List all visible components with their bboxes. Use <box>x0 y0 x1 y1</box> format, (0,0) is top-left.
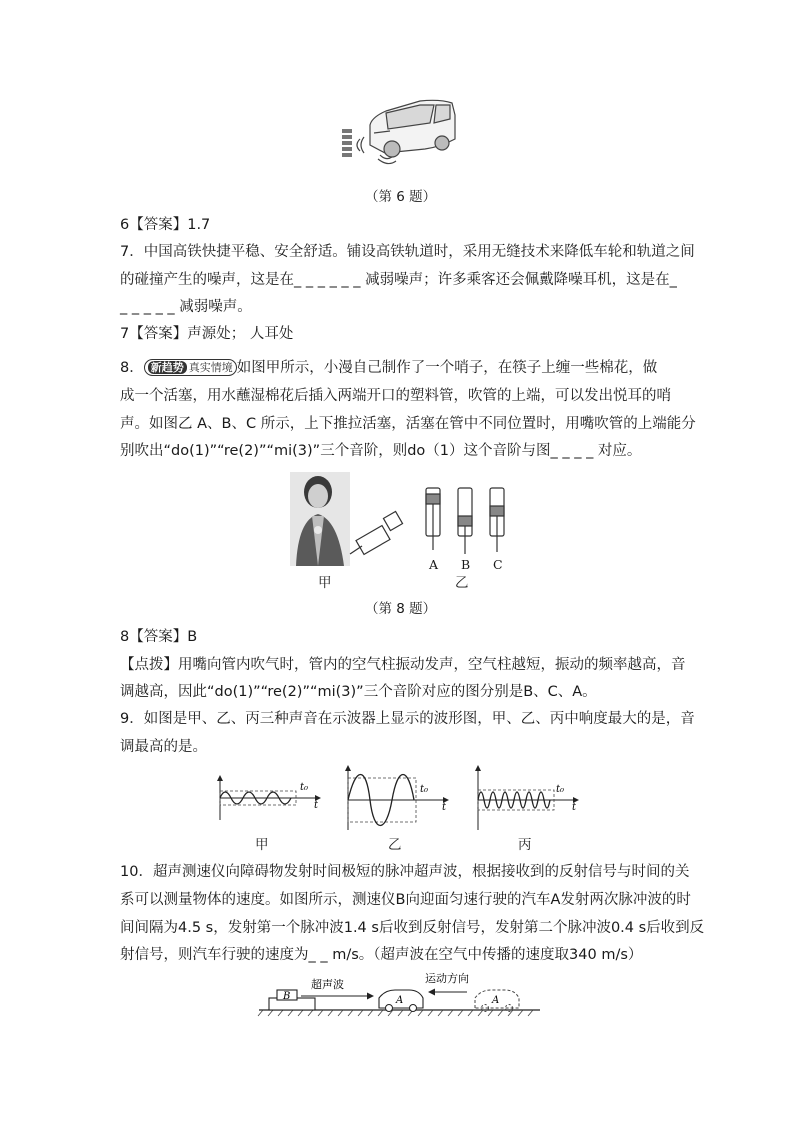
q6-caption: （第 6 题） <box>365 189 437 205</box>
label-b: B <box>283 991 291 1002</box>
q10-line-4: 射信号，则汽车行驶的速度为_ _ m/s。（超声波在空气中传播的速度取340 m/s） <box>120 947 643 963</box>
badge-right-text: 真实情境 <box>188 361 233 374</box>
q8-line-3: 声。如图乙 A、B、C 所示，上下推拉活塞，活塞在管中不同位置时，用嘴吹管的上端能分 <box>120 416 696 432</box>
q10-line-2: 系可以测量物体的速度。如图所示，测速仪B向迎面匀速行驶的汽车A发射两次脉冲波的时 <box>120 892 691 908</box>
q9-line-1: 9．如图是甲、乙、丙三种声音在示波器上显示的波形图，甲、乙、丙中响度最大的是，音 <box>120 711 695 727</box>
t-label-yi: t <box>442 802 447 813</box>
t0-label-bing: t₀ <box>556 784 565 795</box>
waveform-bing <box>470 762 582 832</box>
q7-line-3: _ _ _ _ _ 减弱噪声。 <box>120 299 252 315</box>
q9-label-jia: 甲 <box>255 837 269 853</box>
q8-line-2: 成一个活塞，用水蘸湿棉花后插入两端开口的塑料管，吹管的上端，可以发出悦耳的哨 <box>120 388 671 404</box>
label-ultrasonic: 超声波 <box>311 978 344 991</box>
girl-whistle-figure <box>288 470 408 570</box>
q8-answer: 8【答案】B <box>120 629 198 645</box>
q6-answer: 6【答案】1.7 <box>120 217 211 233</box>
q7-line-1: 7．中国高铁快捷平稳、安全舒适。铺设高铁轨道时，采用无缝技术来降低车轮和轨道之间 <box>120 244 695 260</box>
tubes-figure <box>420 484 520 554</box>
car-parking-figure <box>330 95 460 167</box>
q9-label-bing: 丙 <box>518 837 532 853</box>
tube-label-a: A <box>429 557 439 572</box>
speed-detector-figure <box>255 968 545 1018</box>
q8-line-1 <box>120 358 657 378</box>
label-direction: 运动方向 <box>425 972 469 985</box>
q10-line-1: 10．超声测速仪向障碍物发射时间极短的脉冲超声波，根据接收到的反射信号与时间的关 <box>120 864 690 880</box>
waveform-jia <box>212 772 324 822</box>
q9-label-yi: 乙 <box>388 837 402 853</box>
t-label-jia: t <box>314 800 319 811</box>
q7-line-2: 的碰撞产生的噪声，这是在_ _ _ _ _ _ 减弱噪声；许多乘客还会佩戴降噪耳机，这是在_ <box>120 272 677 288</box>
q7-answer: 7【答案】声源处； 人耳处 <box>120 326 294 342</box>
label-a: A <box>396 995 404 1006</box>
q9-line-2: 调最高的是。 <box>120 739 207 755</box>
t0-label-yi: t₀ <box>420 784 429 795</box>
tube-label-b: B <box>461 557 471 572</box>
tube-label-c: C <box>493 557 503 572</box>
q8-number: 8． <box>120 360 144 376</box>
q8-line-1-text: 如图甲所示，小漫自己制作了一个哨子，在筷子上缠一些棉花，做 <box>236 360 658 376</box>
q8-caption: （第 8 题） <box>365 601 437 617</box>
label-jia: 甲 <box>318 575 332 591</box>
t-label-bing: t <box>572 802 577 813</box>
q8-tip-1: 【点拨】用嘴向管内吹气时，管内的空气柱振动发声，空气柱越短，振动的频率越高，音 <box>120 657 686 673</box>
q10-line-3: 间间隔为4.5 s，发射第一个脉冲波1.4 s后收到反射信号，发射第二个脉冲波0.4 s后收到反 <box>120 920 705 936</box>
label-a-dashed: A <box>492 995 500 1006</box>
badge-left-text: 新趋势 <box>148 361 187 374</box>
q8-tip-2: 调越高，因此“do(1)”“re(2)”“mi(3)”三个音阶对应的图分别是B、C、A。 <box>120 684 597 700</box>
waveform-yi <box>340 762 452 832</box>
label-yi: 乙 <box>455 575 469 591</box>
t0-label-jia: t₀ <box>300 782 309 793</box>
q8-line-4: 别吹出“do(1)”“re(2)”“mi(3)”三个音阶，则do（1）这个音阶与图_ _ _ _ 对应。 <box>120 443 642 459</box>
new-trend-badge <box>144 359 237 376</box>
